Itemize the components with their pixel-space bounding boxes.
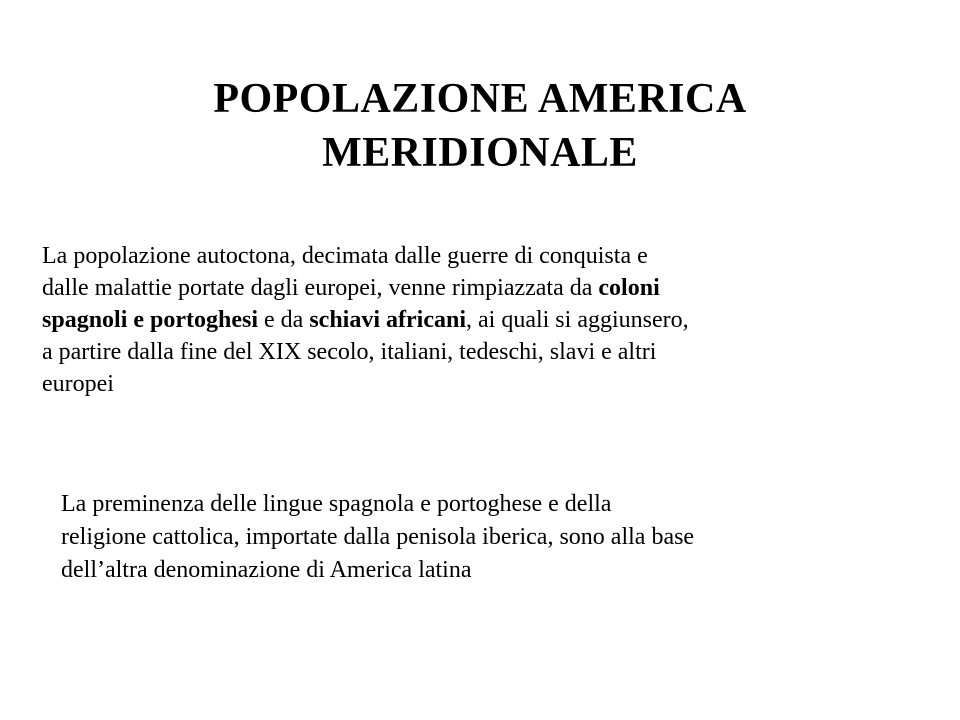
paragraph-line [42, 304, 922, 336]
paragraph-population [42, 240, 922, 400]
text-run: dalle malattie portate dagli europei, venne rimpiazzata da [42, 275, 599, 301]
slide-title [80, 72, 880, 180]
bold-coloni: coloni [598, 275, 660, 301]
paragraph-line: La popolazione autoctona, decimata dalle guerre di conquista e [42, 243, 648, 269]
paragraph-line [42, 272, 922, 304]
paragraph-languages [61, 488, 911, 587]
paragraph-line: dell’altra denominazione di America latina [61, 557, 472, 583]
text-run: , ai quali si aggiunsero, [466, 307, 689, 333]
title-line-2: MERIDIONALE [322, 130, 638, 176]
title-line-1: POPOLAZIONE AMERICA [213, 76, 747, 122]
bold-spagnoli-portoghesi: spagnoli e portoghesi [42, 307, 259, 333]
paragraph-line: La preminenza delle lingue spagnola e portoghese e della [61, 491, 612, 517]
text-run: e da [258, 307, 310, 333]
paragraph-line: europei [42, 371, 114, 397]
paragraph-line: religione cattolica, importate dalla penisola iberica, sono alla base [61, 524, 695, 550]
paragraph-line: a partire dalla fine del XIX secolo, italiani, tedeschi, slavi e altri [42, 339, 657, 365]
bold-schiavi-africani: schiavi africani [309, 307, 466, 333]
